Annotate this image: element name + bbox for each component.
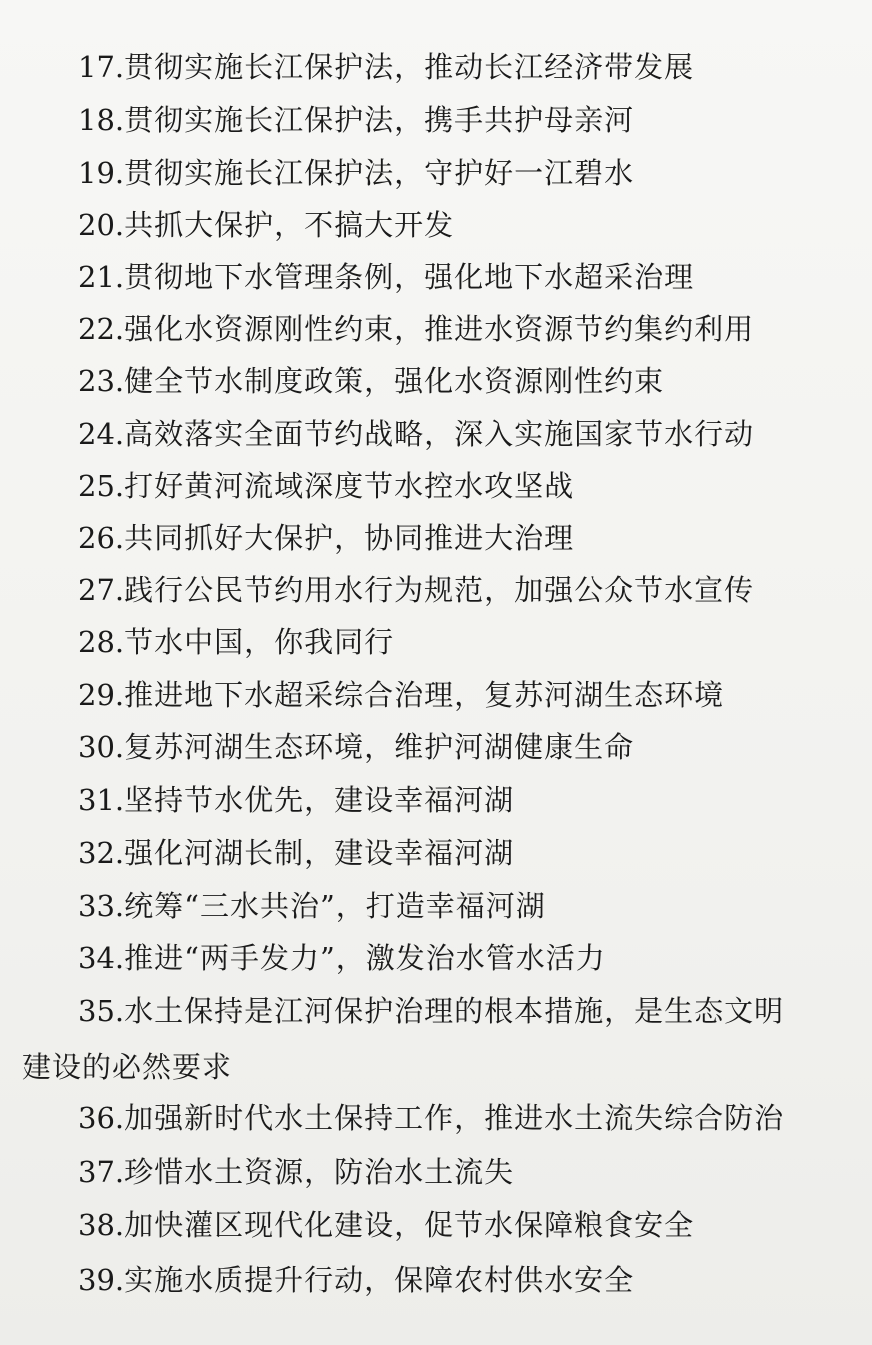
item-text: 共抓大保护，不搞大开发 <box>124 208 455 242</box>
item-number: 26. <box>78 521 125 555</box>
item-number: 22. <box>78 312 125 346</box>
item-text: 贯彻实施长江保护法，推动长江经济带发展 <box>124 50 695 84</box>
item-text: 复苏河湖生态环境，维护河湖健康生命 <box>124 730 635 764</box>
item-number: 27. <box>78 573 125 607</box>
item-number: 24. <box>78 417 125 451</box>
list-item <box>78 836 514 870</box>
item-text: 实施水质提升行动，保障农村供水安全 <box>124 1263 635 1297</box>
item-text: 坚持节水优先，建设幸福河湖 <box>124 783 515 817</box>
item-text: 高效落实全面节约战略，深入实施国家节水行动 <box>124 417 755 451</box>
item-text: 健全节水制度政策，强化水资源刚性约束 <box>124 364 665 398</box>
item-text: 共同抓好大保护，协同推进大治理 <box>124 521 575 555</box>
item-number: 34. <box>78 941 125 975</box>
list-item <box>78 889 546 923</box>
item-text: 统筹“三水共治”，打造幸福河湖 <box>124 889 546 923</box>
list-item <box>78 521 574 555</box>
item-text: 水土保持是江河保护治理的根本措施，是生态文明 <box>124 994 785 1028</box>
list-item <box>78 1263 634 1297</box>
item-number: 21. <box>78 260 125 294</box>
list-item <box>78 625 394 659</box>
list-item <box>78 469 574 503</box>
item-number: 35. <box>78 994 125 1028</box>
item-text: 践行公民节约用水行为规范，加强公众节水宣传 <box>124 573 755 607</box>
item-text: 推进地下水超采综合治理，复苏河湖生态环境 <box>124 678 725 712</box>
list-item-continuation: 建设的必然要求 <box>22 1050 233 1084</box>
list-item <box>78 1208 694 1242</box>
item-number: 20. <box>78 208 125 242</box>
item-text: 珍惜水土资源，防治水土流失 <box>124 1155 515 1189</box>
item-text: 强化水资源刚性约束，推进水资源节约集约利用 <box>124 312 755 346</box>
list-item <box>78 103 634 137</box>
item-number: 17. <box>78 50 125 84</box>
item-number: 32. <box>78 836 125 870</box>
item-number: 19. <box>78 156 125 190</box>
item-text: 贯彻实施长江保护法，携手共护母亲河 <box>124 103 635 137</box>
list-item <box>78 941 606 975</box>
list-item <box>78 1155 514 1189</box>
list-item <box>78 260 694 294</box>
list-item <box>78 573 754 607</box>
item-text: 加强新时代水土保持工作，推进水土流失综合防治 <box>124 1101 785 1135</box>
item-number: 38. <box>78 1208 125 1242</box>
item-text: 贯彻地下水管理条例，强化地下水超采治理 <box>124 260 695 294</box>
list-item <box>78 208 454 242</box>
list-item <box>78 312 754 346</box>
list-item <box>78 156 634 190</box>
list-item <box>78 994 784 1028</box>
item-number: 33. <box>78 889 125 923</box>
list-item <box>78 417 754 451</box>
item-number: 39. <box>78 1263 125 1297</box>
list-item <box>78 678 724 712</box>
item-text: 打好黄河流域深度节水控水攻坚战 <box>124 469 575 503</box>
list-item <box>78 730 634 764</box>
item-text: 强化河湖长制，建设幸福河湖 <box>124 836 515 870</box>
list-item <box>78 1101 784 1135</box>
item-number: 28. <box>78 625 125 659</box>
item-number: 37. <box>78 1155 125 1189</box>
list-item <box>78 783 514 817</box>
list-item <box>78 364 664 398</box>
list-item <box>78 50 694 84</box>
item-number: 25. <box>78 469 125 503</box>
item-number: 30. <box>78 730 125 764</box>
item-number: 29. <box>78 678 125 712</box>
item-text: 贯彻实施长江保护法，守护好一江碧水 <box>124 156 635 190</box>
item-text: 加快灌区现代化建设，促节水保障粮食安全 <box>124 1208 695 1242</box>
item-text: 推进“两手发力”，激发治水管水活力 <box>124 941 606 975</box>
item-number: 36. <box>78 1101 125 1135</box>
item-number: 31. <box>78 783 125 817</box>
item-number: 18. <box>78 103 125 137</box>
item-number: 23. <box>78 364 125 398</box>
item-text: 节水中国，你我同行 <box>124 625 395 659</box>
